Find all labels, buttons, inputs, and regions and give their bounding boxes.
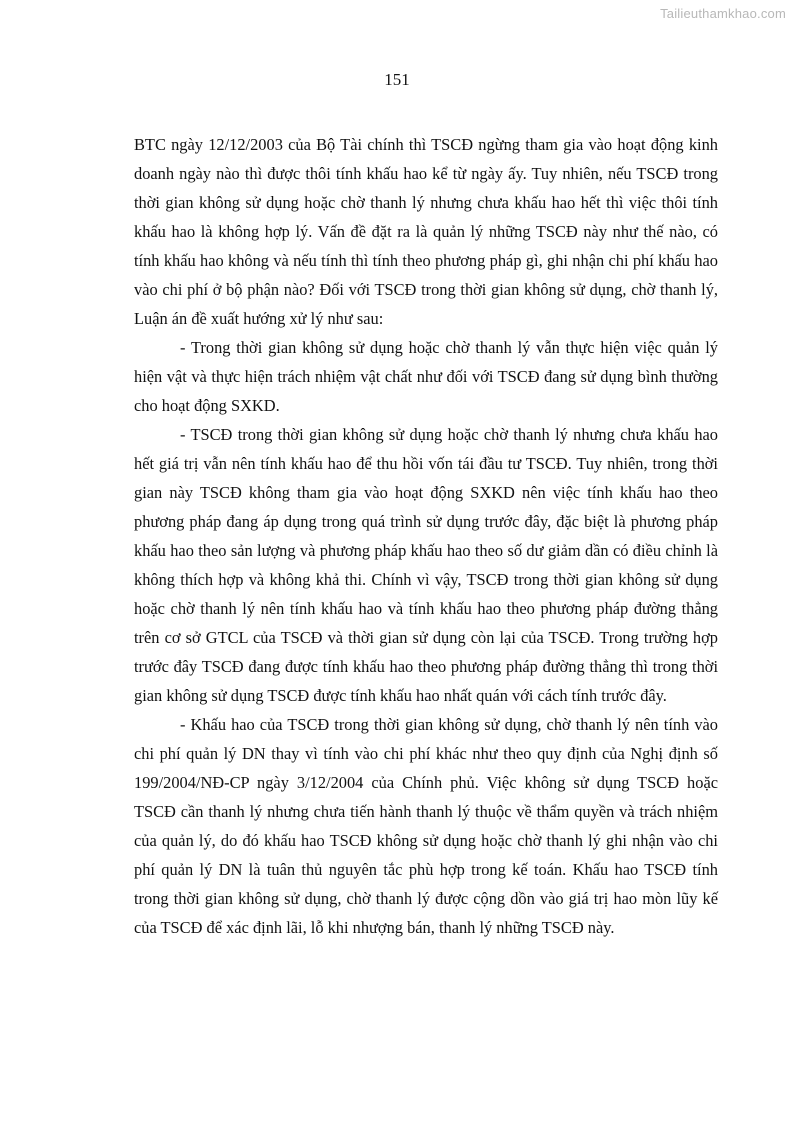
paragraph-1: BTC ngày 12/12/2003 của Bộ Tài chính thì TSCĐ ngừng tham gia vào hoạt động kinh doanh ngày nào thì được thôi tính khấu hao kể từ ngày ấy. Tuy nhiên, nếu TSCĐ trong thời gian không sử dụng hoặc chờ thanh lý nhưng chưa khấu hao hết thì việc thôi tính khấu hao là không hợp lý. Vấn đề đặt ra là quản lý những TSCĐ này như thế nào, có tính khấu hao không và nếu tính thì tính theo phương pháp gì, ghi nhận chi phí khấu hao vào chi phí ở bộ phận nào? Đối với TSCĐ trong thời gian không sử dụng, chờ thanh lý, Luận án đề xuất hướng xử lý như sau: xyxy=(134,135,718,328)
page-number: 151 xyxy=(384,70,410,89)
paragraph-4: - Khấu hao của TSCĐ trong thời gian không sử dụng, chờ thanh lý nên tính vào chi phí quản lý DN thay vì tính vào chi phí khác như theo quy định của Nghị định số 199/2004/NĐ-CP ngày 3/12/2004 của Chính phủ. Việc không sử dụng TSCĐ hoặc TSCĐ cần thanh lý nhưng chưa tiến hành thanh lý thuộc về thẩm quyền và trách nhiệm của quản lý, do đó khấu hao TSCĐ không sử dụng hoặc chờ thanh lý ghi nhận vào chi phí quản lý DN là tuân thủ nguyên tắc phù hợp trong kế toán. Khấu hao TSCĐ tính trong thời gian không sử dụng, chờ thanh lý được cộng dồn vào giá trị hao mòn lũy kế của TSCĐ để xác định lãi, lỗ khi nhượng bán, thanh lý những TSCĐ này. xyxy=(134,715,718,937)
paragraph-2: - Trong thời gian không sử dụng hoặc chờ thanh lý vẫn thực hiện việc quản lý hiện vật và thực hiện trách nhiệm vật chất như đối với TSCĐ đang sử dụng bình thường cho hoạt động SXKD. xyxy=(134,338,718,415)
paragraph-3: - TSCĐ trong thời gian không sử dụng hoặc chờ thanh lý nhưng chưa khấu hao hết giá trị vẫn nên tính khấu hao để thu hồi vốn tái đầu tư TSCĐ. Tuy nhiên, trong thời gian này TSCĐ không tham gia vào hoạt động SXKD nên việc tính khấu hao theo phương pháp đang áp dụng trong quá trình sử dụng trước đây, đặc biệt là phương pháp khấu hao theo sản lượng và phương pháp khấu hao theo số dư giảm dần có điều chỉnh là không thích hợp và không khả thi. Chính vì vậy, TSCĐ trong thời gian không sử dụng hoặc chờ thanh lý nên tính khấu hao và tính khấu hao theo phương pháp đường thẳng trên cơ sở GTCL của TSCĐ và thời gian sử dụng còn lại của TSCĐ. Trong trường hợp trước đây TSCĐ đang được tính khấu hao theo phương pháp đường thẳng thì trong thời gian không sử dụng TSCĐ được tính khấu hao nhất quán với cách tính trước đây. xyxy=(134,425,718,705)
document-body xyxy=(134,130,718,942)
watermark-text: Tailieuthamkhao.com xyxy=(660,6,786,21)
